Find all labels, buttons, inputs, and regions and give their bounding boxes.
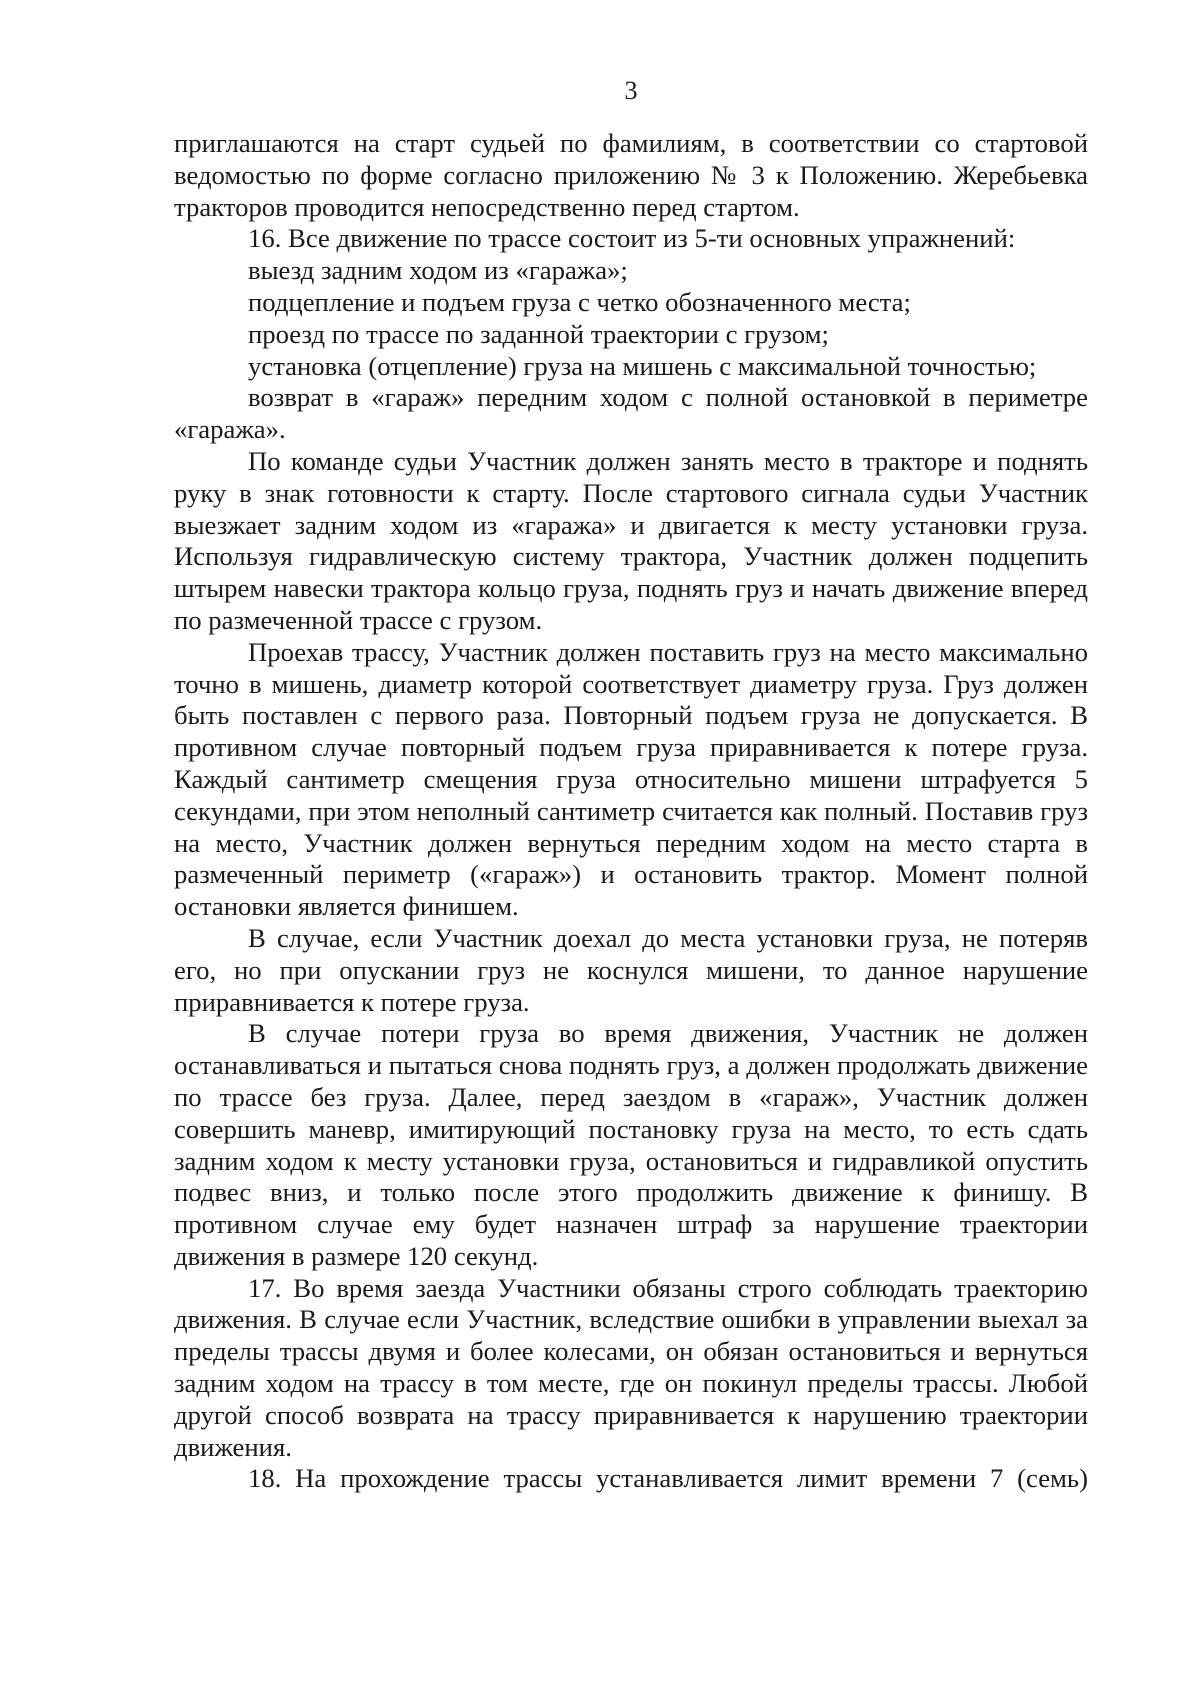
exercise-item: подцепление и подъем груза с четко обозначенного места; — [248, 286, 911, 317]
exercise-item: выезд задним ходом из «гаража»; — [248, 255, 628, 286]
paragraph: По команде судьи Участник должен занять место в тракторе и поднять руку в знак готовности к старту. После стартового сигнала судьи Участник выезжает задним ходом из «гаража» и двигается к месту установки груза. Используя гидравлическую систему трактора, Участник должен подцепить штырем навески трактора кольцо груза, поднять груз и начать движение вперед по размеченной трассе с грузом. — [174, 445, 1088, 635]
clause-16-heading: 16. Все движение по трассе состоит из 5-ти основных упражнений: — [248, 223, 1016, 254]
paragraph: Проехав трассу, Участник должен поставить груз на место максимально точно в мишень, диаметр которой соответствует диаметру груза. Груз должен быть поставлен с первого раза. Повторный подъем груза не допускается. В противном случае повторный подъем груза приравнивается к потере груза. Каждый сантиметр смещения груза относительно мишени штрафуется 5 секундами, при этом неполный сантиметр считается как полный. Поставив груз на место, Участник должен вернуться передним ходом на место старта в размеченный периметр («гараж») и остановить трактор. Момент полной остановки является финишем. — [174, 636, 1088, 922]
clause-17: 17. Во время заезда Участники обязаны строго соблюдать траекторию движения. В случае если Участник, вследствие ошибки в управлении выехал за пределы трассы двумя и более колесами, он обязан остановиться и вернуться задним ходом на трассу в том месте, где он покинул пределы трассы. Любой другой способ возврата на трассу приравнивается к нарушению траектории движения. — [174, 1272, 1088, 1462]
exercise-item: проезд по трассе по заданной траектории с грузом; — [248, 318, 829, 349]
page-number: 3 — [624, 76, 638, 105]
exercise-item: возврат в «гараж» передним ходом с полной остановкой в периметре «гаража». — [174, 382, 1088, 445]
document-body — [174, 128, 1088, 1495]
paragraph-continuation: приглашаются на старт судьей по фамилиям, в соответствии со стартовой ведомостью по форме согласно приложению № 3 к Положению. Жеребьевка тракторов проводится непосредственно перед стартом. — [174, 128, 1088, 222]
exercise-item: установка (отцепление) груза на мишень с максимальной точностью; — [248, 350, 1037, 381]
paragraph: В случае, если Участник доехал до места установки груза, не потеряв его, но при опускании груз не коснулся мишени, то данное нарушение приравнивается к потере груза. — [174, 922, 1088, 1017]
clause-18-start: 18. На прохождение трассы устанавливается лимит времени 7 (семь) — [248, 1463, 1088, 1494]
paragraph: В случае потери груза во время движения, Участник не должен останавливаться и пытаться снова поднять груз, а должен продолжать движение по трассе без груза. Далее, перед заездом в «гараж», Участник должен совершить маневр, имитирующий постановку груза на место, то есть сдать задним ходом к месту установки груза, остановиться и гидравликой опустить подвес вниз, и только после этого продолжить движение к финишу. В противном случае ему будет назначен штраф за нарушение траектории движения в размере 120 секунд. — [174, 1018, 1088, 1271]
